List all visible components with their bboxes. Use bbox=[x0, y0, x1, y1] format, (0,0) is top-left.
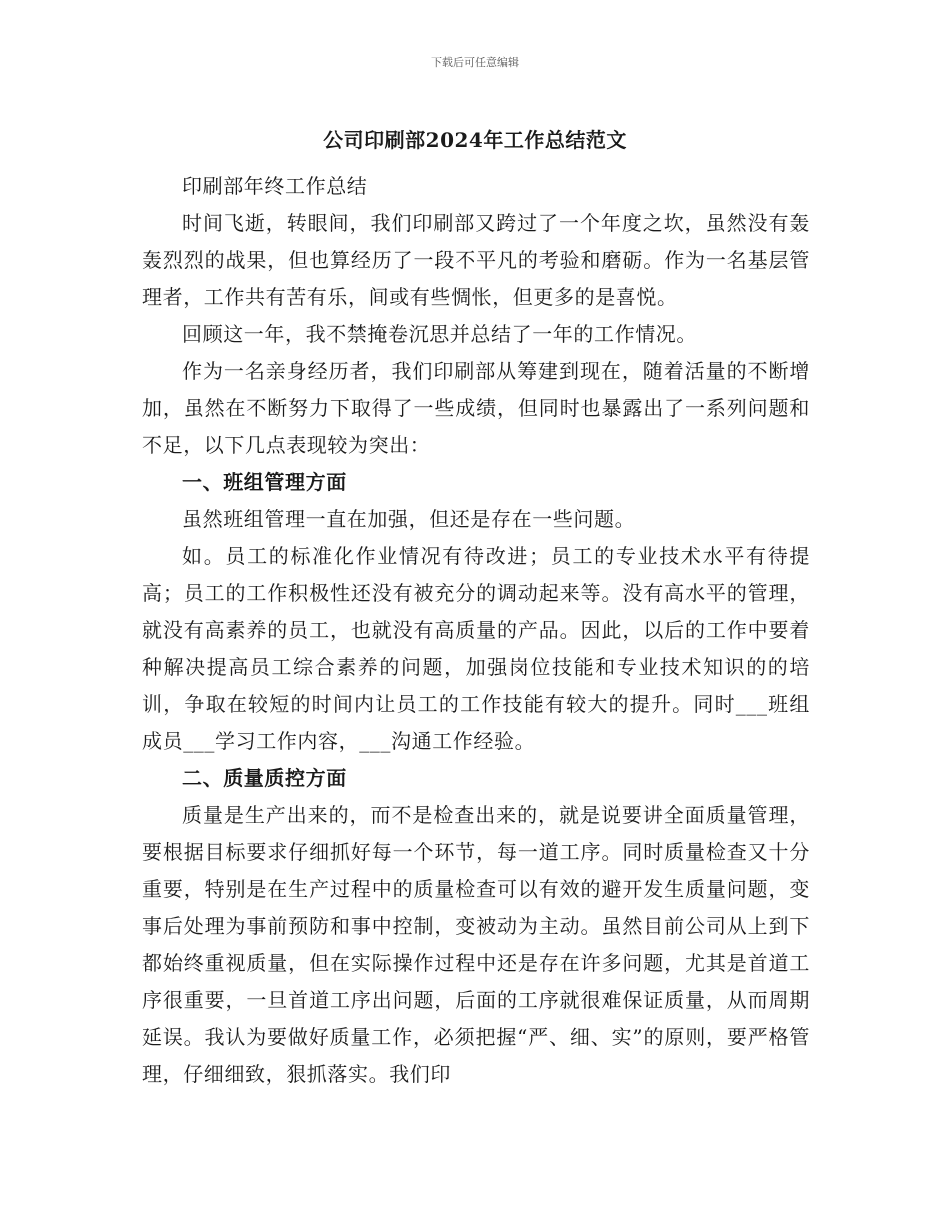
paragraph-review: 回顾这一年，我不禁掩卷沉思并总结了一年的工作情况。 bbox=[182, 322, 697, 346]
paragraph-opening: 时间飞逝，转眼间，我们印刷部又跨过了一个年度之坎，虽然没有轰轰烈烈的战果，但也算经历了一段不平凡的考验和磨砺。作为一名基层管理者，工作共有苦有乐，间或有些惆怅，但更多的是喜悦。 bbox=[142, 211, 810, 309]
paragraph-team-issue: 虽然班组管理一直在加强，但还是存在一些问题。 bbox=[182, 507, 636, 531]
paragraph-intro-label: 印刷部年终工作总结 bbox=[182, 174, 368, 198]
document-body bbox=[142, 168, 810, 1093]
paragraph-quality-details: 质量是生产出来的，而不是检查出来的，就是说要讲全面质量管理，要根据目标要求仔细抓好每一个环节，每一道工序。同时质量检查又十分重要，特别是在生产过程中的质量检查可以有效的避开发生质量问题，变事后处理为事前预防和事中控制，变被动为主动。虽然目前公司从上到下都始终重视质量，但在实际操作过程中还是存在许多问题，尤其是首道工序很重要，一旦首道工序出问题，后面的工序就很难保证质量，从而周期延误。我认为要做好质量工作，必须把握“严、细、实”的原则，要严格管理，仔细细致，狠抓落实。我们印 bbox=[142, 803, 810, 1086]
header-note: 下载后可任意编辑 bbox=[431, 56, 519, 69]
section-heading-quality-control: 二、质量质控方面 bbox=[182, 766, 347, 790]
paragraph-overview: 作为一名亲身经历者，我们印刷部从筹建到现在，随着活量的不断增加，虽然在不断努力下取得了一些成绩，但同时也暴露出了一系列问题和不足，以下几点表现较为突出： bbox=[142, 359, 810, 457]
document-title: 公司印刷部2024年工作总结范文 bbox=[323, 128, 627, 152]
section-heading-team-management: 一、班组管理方面 bbox=[182, 470, 347, 494]
paragraph-team-details: 如。员工的标准化作业情况有待改进；员工的专业技术水平有待提高；员工的工作积极性还没有被充分的调动起来等。没有高水平的管理，就没有高素养的员工，也就没有高质量的产品。因此，以后的工作中要着种解决提高员工综合素养的问题，加强岗位技能和专业技术知识的的培训，争取在较短的时间内让员工的工作技能有较大的提升。同时___班组成员___学习工作内容，___沟通工作经验。 bbox=[142, 544, 810, 753]
